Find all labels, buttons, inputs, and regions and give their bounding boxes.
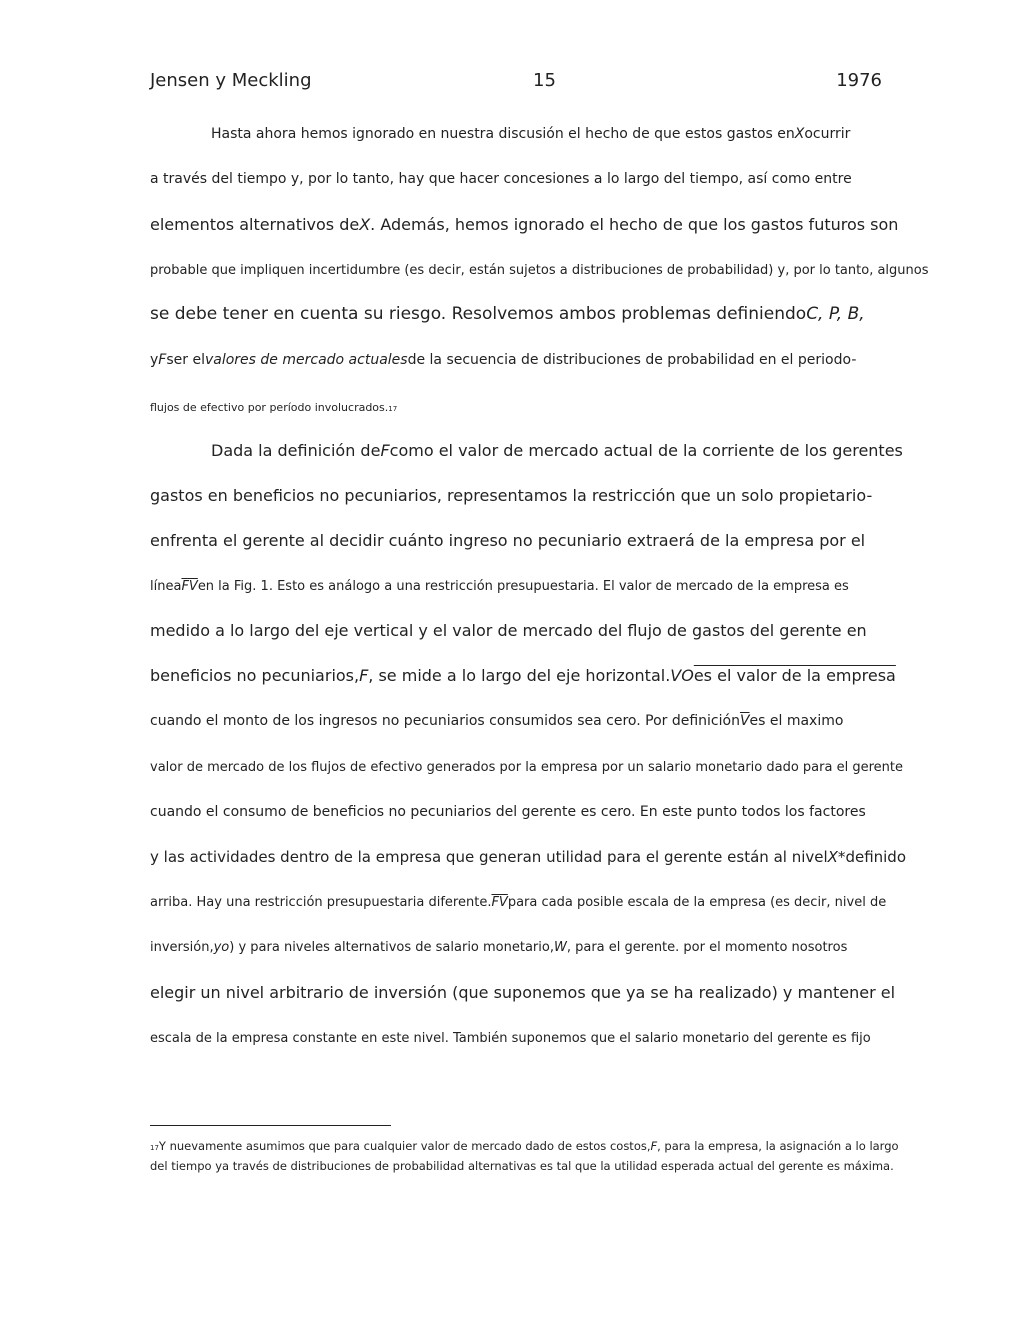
text-line: gastos en beneficios no pecuniarios, representamos la restricción que un solo propietario- [150, 486, 873, 505]
footnote-number: 17 [150, 1144, 159, 1152]
math-variable: $\overline{FV}$ [181, 579, 198, 594]
text-line: medido a lo largo del eje vertical y el valor de mercado del flujo de gastos del gerente en [150, 621, 867, 640]
page-number: 15 [533, 70, 556, 91]
math-variable: F [650, 1139, 658, 1153]
math-variable: F [158, 352, 167, 368]
text-line [150, 713, 843, 729]
text-span: es el maximo [749, 713, 844, 729]
text-line [150, 940, 847, 955]
footnote-marker: 17 [388, 405, 398, 413]
math-variable: W [553, 940, 567, 955]
text-span: Y nuevamente asumimos que para cualquier valor de mercado dado de estos costos, [158, 1139, 651, 1153]
text-line: a través del tiempo y, por lo tanto, hay que hacer concesiones a lo largo del tiempo, así como entre [150, 171, 852, 187]
text-span: definido [845, 848, 907, 866]
text-span: flujos de efectivo por período involucrados. [150, 401, 389, 414]
math-variable: F [380, 441, 390, 460]
text-span: en la Fig. 1. Esto es análogo a una restricción presupuestaria. El valor de mercado de la empresa es [197, 579, 849, 594]
running-header-year: 1976 [836, 70, 882, 91]
math-variable: $\overline{V}$ [739, 713, 750, 729]
text-line [150, 304, 865, 324]
math-variable: C, P, B, [806, 304, 865, 324]
text-span: Hasta ahora hemos ignorado en nuestra discusión el hecho de que estos gastos en [211, 126, 795, 142]
text-span: como el valor de mercado actual de la corriente de los gerentes [389, 441, 903, 460]
text-span: Dada la definición de [211, 441, 381, 460]
text-line [150, 848, 906, 866]
text-span: ) y para niveles alternativos de salario monetario, [229, 940, 554, 955]
text-line [150, 352, 856, 368]
text-line: cuando el consumo de beneficios no pecuniarios del gerente es cero. En este punto todos los factores [150, 804, 866, 820]
text-span: de la secuencia de distribuciones de probabilidad en el periodo- [407, 352, 857, 368]
text-line: escala de la empresa constante en este nivel. También suponemos que el salario monetario del gerente es fijo [150, 1031, 871, 1046]
running-header-authors: Jensen y Meckling [150, 70, 312, 91]
italic-phrase: valores de mercado actuales [204, 352, 408, 368]
math-variable: $\overline{FV}$ [491, 895, 508, 910]
text-line [211, 441, 903, 460]
text-span: se debe tener en cuenta su riesgo. Resolvemos ambos problemas definiendo [150, 304, 807, 324]
footnote-divider [150, 1125, 391, 1126]
text-span: y [150, 352, 159, 368]
text-line [150, 895, 886, 910]
text-span: elementos alternativos de [150, 215, 360, 234]
math-variable: yo [213, 940, 230, 955]
text-line: valor de mercado de los flujos de efectivo generados por la empresa por un salario monetario dado para el gerente [150, 760, 903, 775]
text-span: cuando el monto de los ingresos no pecuniarios consumidos sea cero. Por definición [150, 713, 740, 729]
text-span: línea [150, 579, 182, 594]
math-variable: X* [827, 848, 846, 866]
math-variable: X [794, 126, 805, 142]
math-variable: VO [670, 666, 694, 685]
text-span: es el valor de la empresa [693, 666, 896, 685]
text-line: probable que impliquen incertidumbre (es decir, están sujetos a distribuciones de probabilidad) y, por lo tanto, algunos [150, 263, 929, 278]
text-span: , se mide a lo largo del eje horizontal. [368, 666, 671, 685]
text-line: elegir un nivel arbitrario de inversión (que suponemos que ya se ha realizado) y mantener el [150, 983, 896, 1002]
math-variable: X [359, 215, 371, 234]
text-span: arriba. Hay una restricción presupuestaria diferente. [150, 895, 492, 910]
text-span: , para el gerente. por el momento nosotros [566, 940, 848, 955]
text-line [211, 126, 850, 142]
text-span: . Además, hemos ignorado el hecho de que los gastos futuros son [370, 215, 899, 234]
math-variable: F [359, 666, 369, 685]
footnote-line: del tiempo ya través de distribuciones de probabilidad alternativas es tal que la utilidad esperada actual del gerente es máxima. [150, 1159, 894, 1173]
text-line [150, 401, 397, 414]
text-span: para cada posible escala de la empresa (es decir, nivel de [507, 895, 887, 910]
text-line: enfrenta el gerente al decidir cuánto ingreso no pecuniario extraerá de la empresa por el [150, 531, 866, 550]
text-span: ocurrir [804, 126, 851, 142]
text-span: inversión, [150, 940, 214, 955]
text-span: beneficios no pecuniarios, [150, 666, 360, 685]
text-span: y las actividades dentro de la empresa que generan utilidad para el gerente están al nivel [150, 848, 828, 866]
text-line [150, 215, 898, 234]
text-line [150, 579, 849, 594]
text-span: ser el [166, 352, 205, 368]
text-span: , para la empresa, la asignación a lo largo [657, 1139, 899, 1153]
text-line [150, 666, 896, 685]
footnote-line [150, 1139, 899, 1153]
